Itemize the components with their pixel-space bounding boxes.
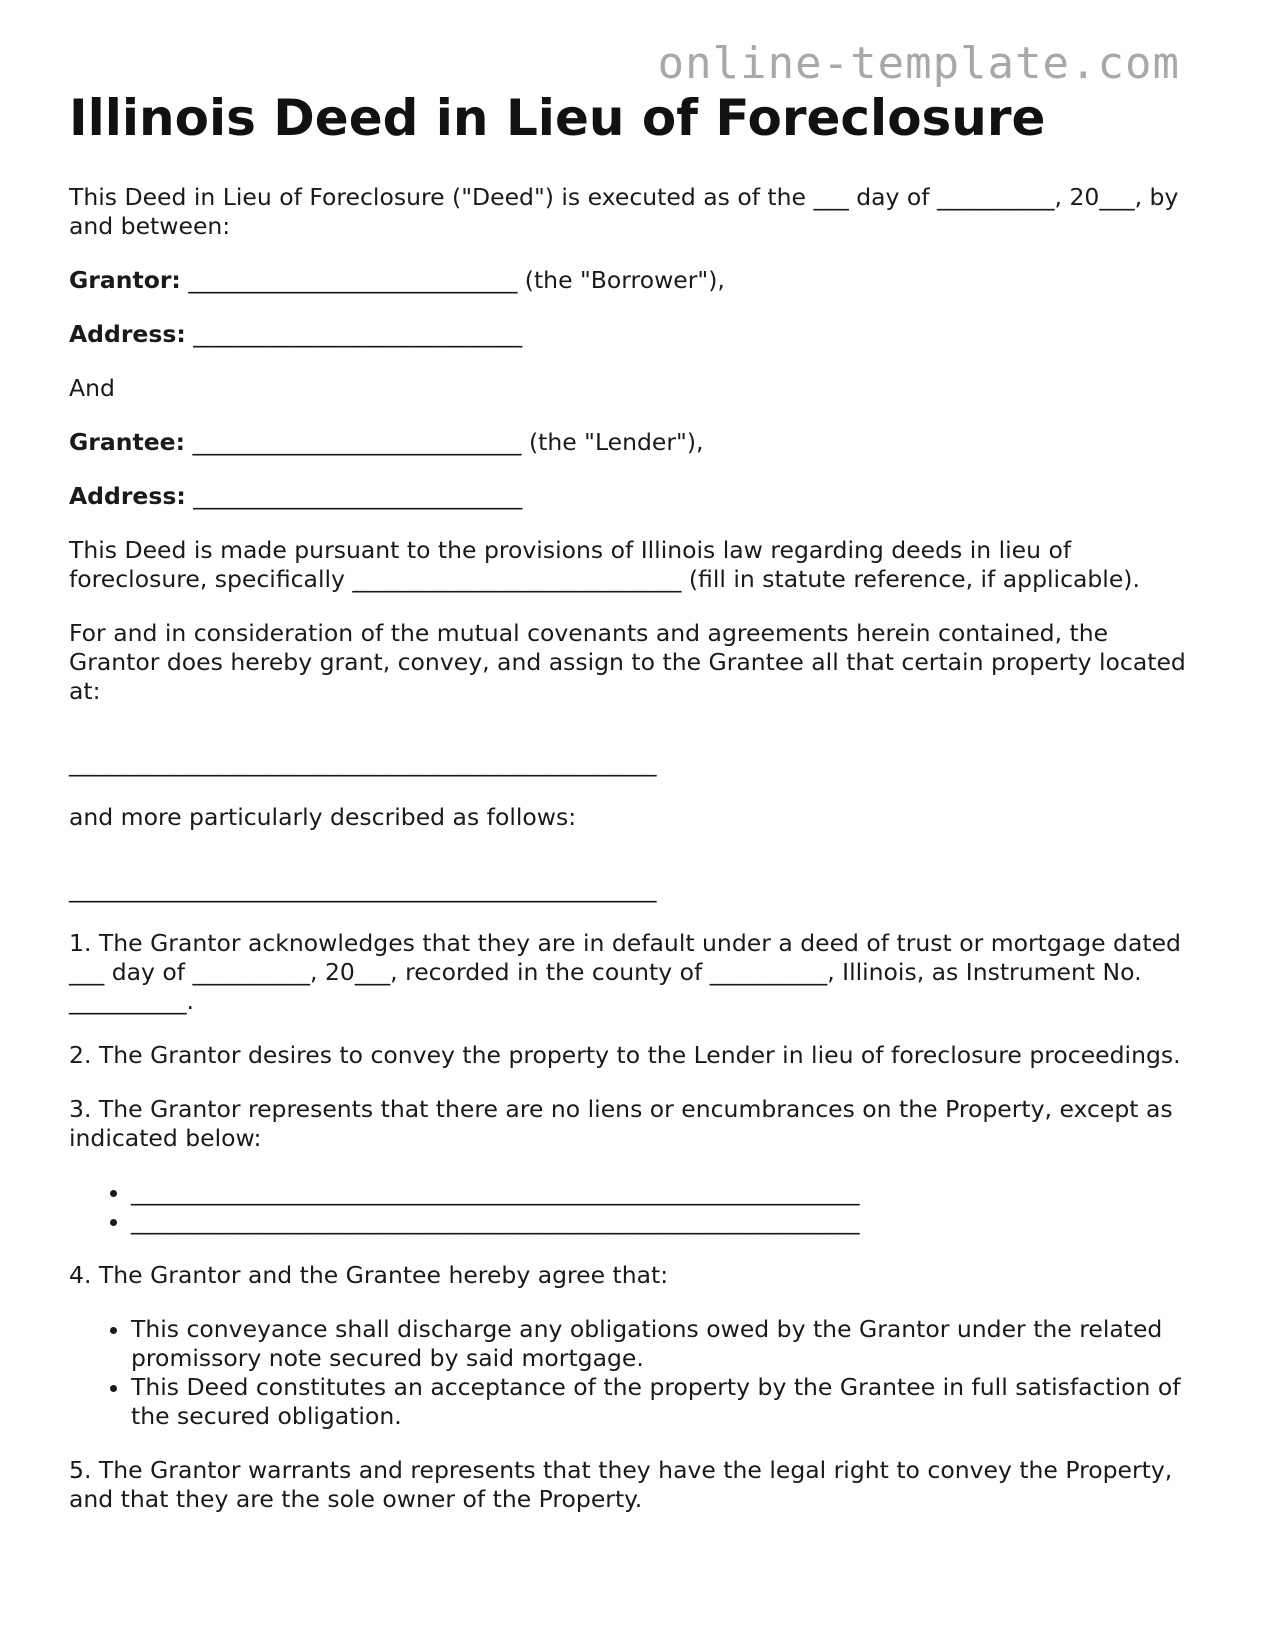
list-item: • ______________________________________________________________ — [131, 1207, 1189, 1236]
grantee-label: Grantee: — [69, 428, 185, 456]
and-text: And — [69, 374, 115, 402]
list-item: • This conveyance shall discharge any obligations owed by the Grantor under the related promissory note secured by said mortgage. — [131, 1315, 1189, 1373]
intro-paragraph: This Deed in Lieu of Foreclosure ("Deed") is executed as of the ___ day of __________, 20___, by and between: — [69, 183, 1179, 240]
grantee-address-line — [69, 482, 1189, 511]
clause-3: 3. The Grantor represents that there are no liens or encumbrances on the Property, except as indicated below: — [69, 1095, 1173, 1152]
grantor-address-line — [69, 320, 1189, 349]
property-location-blank: __________________________________________________ — [69, 749, 657, 777]
grantor-line — [69, 266, 1189, 295]
grantee-field: ____________________________ (the "Lender"), — [192, 428, 704, 456]
clause-2: 2. The Grantor desires to convey the property to the Lender in lieu of foreclosure proceedings. — [69, 1041, 1181, 1069]
page-title: Illinois Deed in Lieu of Foreclosure — [69, 89, 1046, 147]
consideration-paragraph: For and in consideration of the mutual covenants and agreements herein contained, the Grantor does hereby grant, convey, and assign to the Grantee all that certain property located at: — [69, 619, 1186, 705]
grantor-field: ____________________________ (the "Borrower"), — [188, 266, 725, 294]
grantee-line — [69, 428, 1189, 457]
document-page — [69, 88, 1189, 1539]
list-item: • ______________________________________________________________ — [131, 1178, 1189, 1207]
described-paragraph: and more particularly described as follows: — [69, 803, 577, 831]
watermark: online-template.com — [657, 38, 1180, 89]
statute-paragraph: This Deed is made pursuant to the provisions of Illinois law regarding deeds in lieu of foreclosure, specifically ____________________________ (fill in statute reference, if applicable). — [69, 536, 1140, 593]
grantor-address-label: Address: — [69, 320, 186, 348]
grantee-address-label: Address: — [69, 482, 186, 510]
clause-4: 4. The Grantor and the Grantee hereby agree that: — [69, 1261, 669, 1289]
clause-5: 5. The Grantor warrants and represents that they have the legal right to convey the Property, and that they are the sole owner of the Property. — [69, 1456, 1173, 1513]
grantor-label: Grantor: — [69, 266, 181, 294]
agreements-list — [69, 1315, 1189, 1431]
liens-list — [69, 1178, 1189, 1236]
list-item: • This Deed constitutes an acceptance of the property by the Grantee in full satisfaction of the secured obligation. — [131, 1373, 1189, 1431]
clause-1: 1. The Grantor acknowledges that they are in default under a deed of trust or mortgage dated ___ day of __________, 20___, recorded in the county of __________, Illinois, as Instrument No. __________. — [69, 929, 1181, 1015]
property-description-blank: __________________________________________________ — [69, 875, 657, 903]
grantee-address-field: ____________________________ — [193, 482, 523, 510]
grantor-address-field: ____________________________ — [193, 320, 523, 348]
